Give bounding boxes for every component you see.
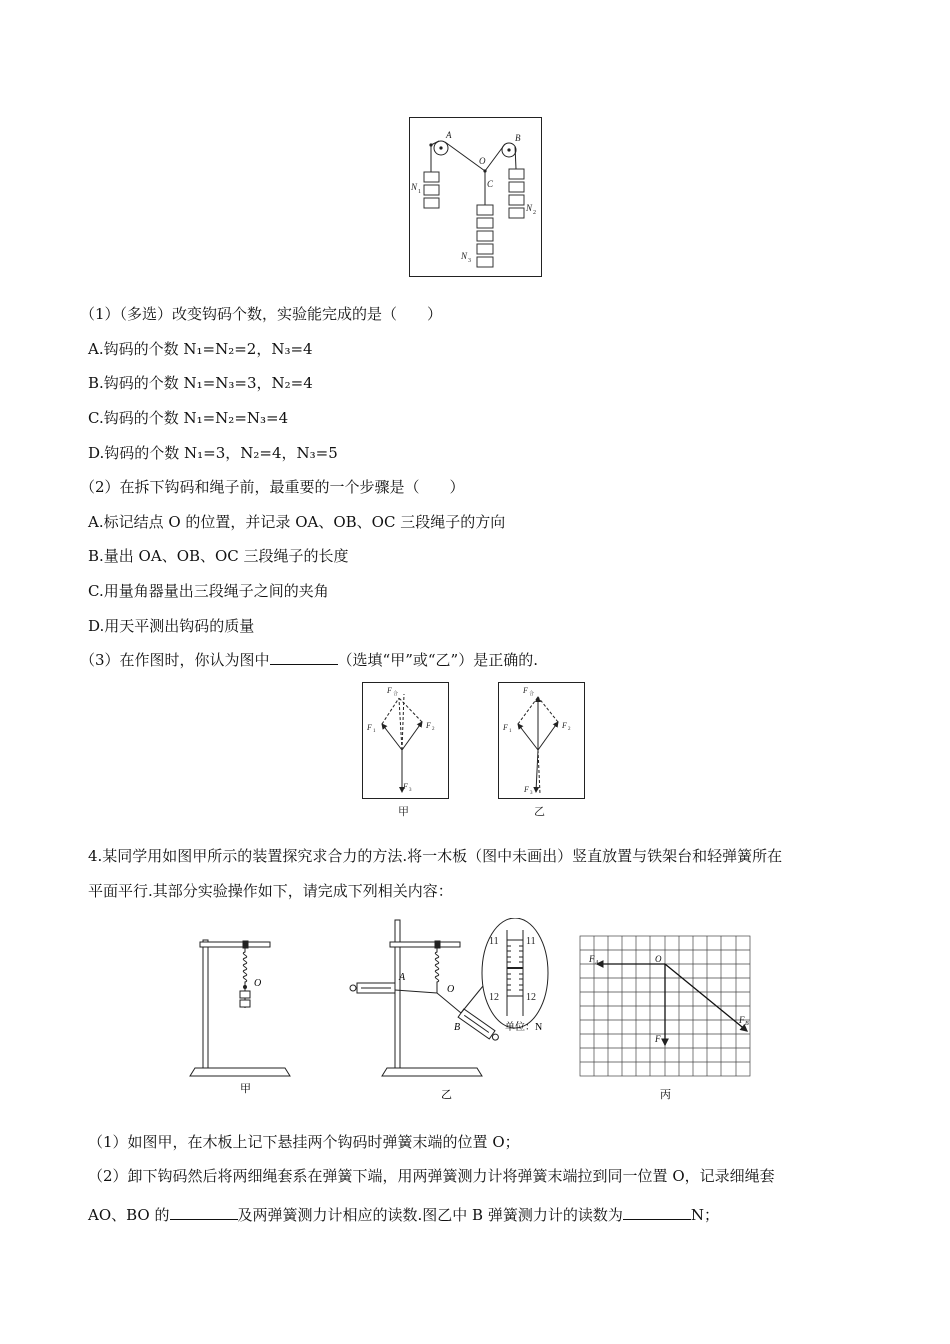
label-c: C bbox=[487, 179, 494, 189]
svg-text:1: 1 bbox=[418, 189, 421, 195]
scale-unit: 单位：N bbox=[505, 1022, 543, 1033]
svg-text:F: F bbox=[426, 721, 431, 730]
q1-option-a[interactable]: A.钩码的个数 N₁=N₂=2，N₃=4 bbox=[88, 340, 313, 358]
svg-text:F: F bbox=[562, 721, 567, 730]
svg-text:F: F bbox=[524, 785, 529, 794]
step2-line1: （2）卸下钩码然后将两细绳套系在弹簧下端，用两弹簧测力计将弹簧末端拉到同一位置 O，记录细绳套 bbox=[88, 1167, 775, 1185]
label-n3: N bbox=[461, 251, 468, 261]
q3-stem: （3）在作图时，你认为图中 （选填“甲”或“乙”）是正确的. bbox=[80, 651, 538, 669]
svg-text:O: O bbox=[447, 984, 455, 995]
step2-line2: AO、BO 的 及两弹簧测力计相应的读数.图乙中 B 弹簧测力计的读数为 N； bbox=[88, 1206, 719, 1224]
spring-experiment-figure bbox=[185, 918, 775, 1108]
svg-text:2: 2 bbox=[568, 727, 571, 732]
caption-yi-2: 乙 bbox=[441, 1089, 452, 1101]
svg-text:3: 3 bbox=[468, 258, 471, 264]
label-a: A bbox=[446, 130, 452, 140]
caption-jia: 甲 bbox=[398, 806, 409, 818]
problem4-line1: 4.某同学用如图甲所示的装置探究求合力的方法.将一木板（图中未画出）竖直放置与铁架台和轻弹簧所在 bbox=[88, 847, 783, 865]
q2-stem: （2）在拆下钩码和绳子前，最重要的一个步骤是（ ） bbox=[80, 478, 465, 496]
caption-yi: 乙 bbox=[534, 806, 545, 818]
svg-text:2: 2 bbox=[533, 210, 536, 216]
svg-text:合: 合 bbox=[529, 692, 535, 697]
problem4-line2: 平面平行.其部分实验操作如下，请完成下列相关内容： bbox=[88, 882, 453, 900]
svg-text:F: F bbox=[655, 1034, 661, 1044]
caption-bing: 丙 bbox=[660, 1089, 671, 1101]
svg-text:1: 1 bbox=[509, 729, 512, 734]
q3-answer-blank[interactable] bbox=[270, 650, 338, 665]
svg-text:O: O bbox=[655, 954, 662, 964]
svg-text:O: O bbox=[254, 978, 262, 989]
q1-stem: （1）（多选）改变钩码个数，实验能完成的是（ ） bbox=[80, 305, 443, 323]
label-n2: N bbox=[526, 203, 533, 213]
svg-text:12: 12 bbox=[526, 992, 536, 1003]
svg-text:F: F bbox=[523, 686, 528, 695]
pulley-apparatus-figure bbox=[409, 117, 542, 277]
svg-text:2: 2 bbox=[432, 727, 435, 732]
label-n1: N bbox=[411, 182, 418, 192]
svg-text:11: 11 bbox=[489, 936, 499, 947]
svg-text:B: B bbox=[745, 1021, 749, 1027]
svg-text:合: 合 bbox=[393, 692, 399, 697]
step2-blank-2[interactable] bbox=[623, 1205, 691, 1220]
svg-text:F: F bbox=[503, 723, 508, 732]
q1-option-c[interactable]: C.钩码的个数 N₁=N₂=N₃=4 bbox=[88, 409, 289, 427]
caption-jia-2: 甲 bbox=[240, 1083, 251, 1095]
svg-text:F: F bbox=[367, 723, 372, 732]
svg-text:11: 11 bbox=[526, 936, 536, 947]
q1-option-d[interactable]: D.钩码的个数 N₁=3，N₂=4，N₃=5 bbox=[88, 444, 338, 462]
svg-text:3: 3 bbox=[409, 788, 412, 793]
q2-option-c[interactable]: C.用量角器量出三段绳子之间的夹角 bbox=[88, 582, 329, 600]
svg-text:F: F bbox=[403, 782, 408, 791]
svg-text:A: A bbox=[595, 960, 599, 966]
q2-option-d[interactable]: D.用天平测出钩码的质量 bbox=[88, 617, 255, 635]
svg-text:A: A bbox=[399, 972, 406, 983]
svg-text:12: 12 bbox=[489, 992, 499, 1003]
label-b: B bbox=[515, 133, 521, 143]
svg-text:F: F bbox=[387, 686, 392, 695]
svg-text:B: B bbox=[454, 1022, 461, 1033]
q2-option-b[interactable]: B.量出 OA、OB、OC 三段绳子的长度 bbox=[88, 547, 349, 565]
q2-option-a[interactable]: A.标记结点 O 的位置，并记录 OA、OB、OC 三段绳子的方向 bbox=[88, 513, 506, 531]
step1: （1）如图甲，在木板上记下悬挂两个钩码时弹簧末端的位置 O； bbox=[88, 1133, 520, 1151]
force-diagrams-figure bbox=[362, 682, 592, 822]
label-o: O bbox=[479, 156, 486, 166]
q1-option-b[interactable]: B.钩码的个数 N₁=N₃=3，N₂=4 bbox=[88, 374, 313, 392]
svg-text:3: 3 bbox=[530, 791, 533, 796]
svg-text:F: F bbox=[739, 1015, 745, 1025]
svg-text:F: F bbox=[589, 954, 595, 964]
svg-text:1: 1 bbox=[373, 729, 376, 734]
step2-blank-1[interactable] bbox=[170, 1205, 238, 1220]
